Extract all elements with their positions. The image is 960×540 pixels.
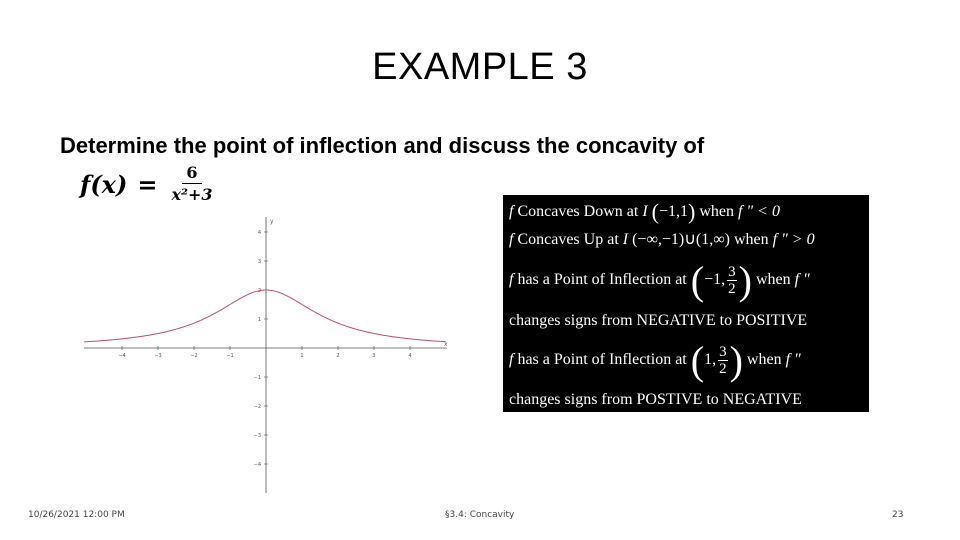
condition: f " > 0 bbox=[772, 231, 815, 248]
denominator: 2 bbox=[719, 360, 727, 377]
when-text: when bbox=[746, 351, 782, 368]
condition: f " < 0 bbox=[737, 203, 780, 220]
footer-date: 10/26/2021 12:00 PM bbox=[28, 510, 125, 520]
concave-down-text: Concaves Down at bbox=[517, 203, 639, 220]
denominator: 2 bbox=[728, 280, 736, 297]
function-formula bbox=[80, 163, 217, 206]
f-symbol: f bbox=[509, 271, 514, 288]
open-paren: ( bbox=[651, 199, 659, 224]
x-tick-label: −3 bbox=[154, 353, 162, 359]
condition: f " bbox=[785, 351, 801, 368]
close-paren: ) bbox=[688, 199, 696, 224]
function-graph bbox=[82, 215, 452, 495]
f-symbol: f bbox=[509, 231, 514, 248]
open-paren: ( bbox=[690, 258, 705, 303]
inflection-text: has a Point of Inflection at bbox=[517, 271, 687, 288]
when-text: when bbox=[733, 231, 769, 248]
concavity-summary-box bbox=[503, 195, 869, 412]
y-tick-label: 4 bbox=[257, 230, 261, 236]
concave-up-text: Concaves Up at bbox=[517, 231, 619, 248]
inflection-text: has a Point of Inflection at bbox=[517, 351, 687, 368]
y-tick-label: −4 bbox=[253, 462, 261, 468]
numerator: 3 bbox=[728, 263, 736, 280]
sign-change-line-2: changes signs from POSTIVE to NEGATIVE bbox=[509, 391, 802, 408]
inflection-line-2 bbox=[509, 337, 801, 384]
when-text: when bbox=[699, 203, 734, 220]
formula-fraction bbox=[167, 163, 216, 206]
interval-symbol: I bbox=[642, 203, 648, 220]
f-symbol: f bbox=[509, 351, 514, 368]
formula-lhs: f(x) bbox=[80, 170, 128, 199]
sign-change-line-1: changes signs from NEGATIVE to POSITIVE bbox=[509, 312, 808, 329]
close-paren: ) bbox=[738, 258, 752, 303]
open-paren: ( bbox=[690, 338, 705, 383]
y-tick-label: 1 bbox=[257, 317, 261, 323]
concave-up-line bbox=[509, 229, 815, 249]
y-tick-label: 2 bbox=[257, 288, 261, 294]
formula-equals: = bbox=[137, 170, 158, 199]
interval-symbol: I bbox=[622, 231, 629, 248]
x-tick-label: 1 bbox=[300, 353, 304, 359]
footer-page-number: 23 bbox=[892, 510, 904, 520]
numerator: 3 bbox=[719, 343, 727, 360]
bullet-text: Determine the point of inflection and discuss the concavity of bbox=[60, 133, 705, 158]
f-symbol: f bbox=[509, 203, 514, 220]
y-tick-label: −1 bbox=[253, 375, 261, 381]
function-curve bbox=[84, 290, 446, 342]
y-axis-label: y bbox=[270, 218, 274, 225]
close-paren: ) bbox=[729, 338, 743, 383]
when-text: when bbox=[755, 271, 791, 288]
interval-value: (−∞,−1)∪(1,∞) bbox=[632, 231, 730, 248]
slide-title: EXAMPLE 3 bbox=[372, 46, 588, 88]
formula-numerator: 6 bbox=[182, 163, 201, 184]
interval-value: −1,1 bbox=[658, 203, 688, 220]
formula-denominator: x²+3 bbox=[171, 185, 213, 204]
inflection-line-1 bbox=[509, 257, 810, 304]
x-axis-label: x bbox=[444, 341, 448, 348]
y-tick-label: 3 bbox=[257, 259, 261, 265]
y-tick-label: −2 bbox=[253, 404, 261, 410]
point-x: −1, bbox=[704, 271, 726, 288]
concave-down-line bbox=[509, 199, 780, 225]
point-y-fraction bbox=[718, 344, 728, 377]
x-tick-label: −2 bbox=[190, 353, 198, 359]
x-tick-label: −1 bbox=[226, 353, 234, 359]
x-tick-label: −4 bbox=[118, 353, 126, 359]
x-tick-label: 4 bbox=[408, 353, 412, 359]
x-tick-label: 2 bbox=[336, 353, 340, 359]
point-y-fraction bbox=[727, 264, 737, 297]
x-tick-label: 3 bbox=[372, 353, 376, 359]
y-tick-label: −3 bbox=[253, 433, 261, 439]
footer-section: §3.4: Concavity bbox=[445, 510, 515, 520]
point-x: 1, bbox=[704, 351, 717, 368]
condition: f " bbox=[794, 271, 810, 288]
